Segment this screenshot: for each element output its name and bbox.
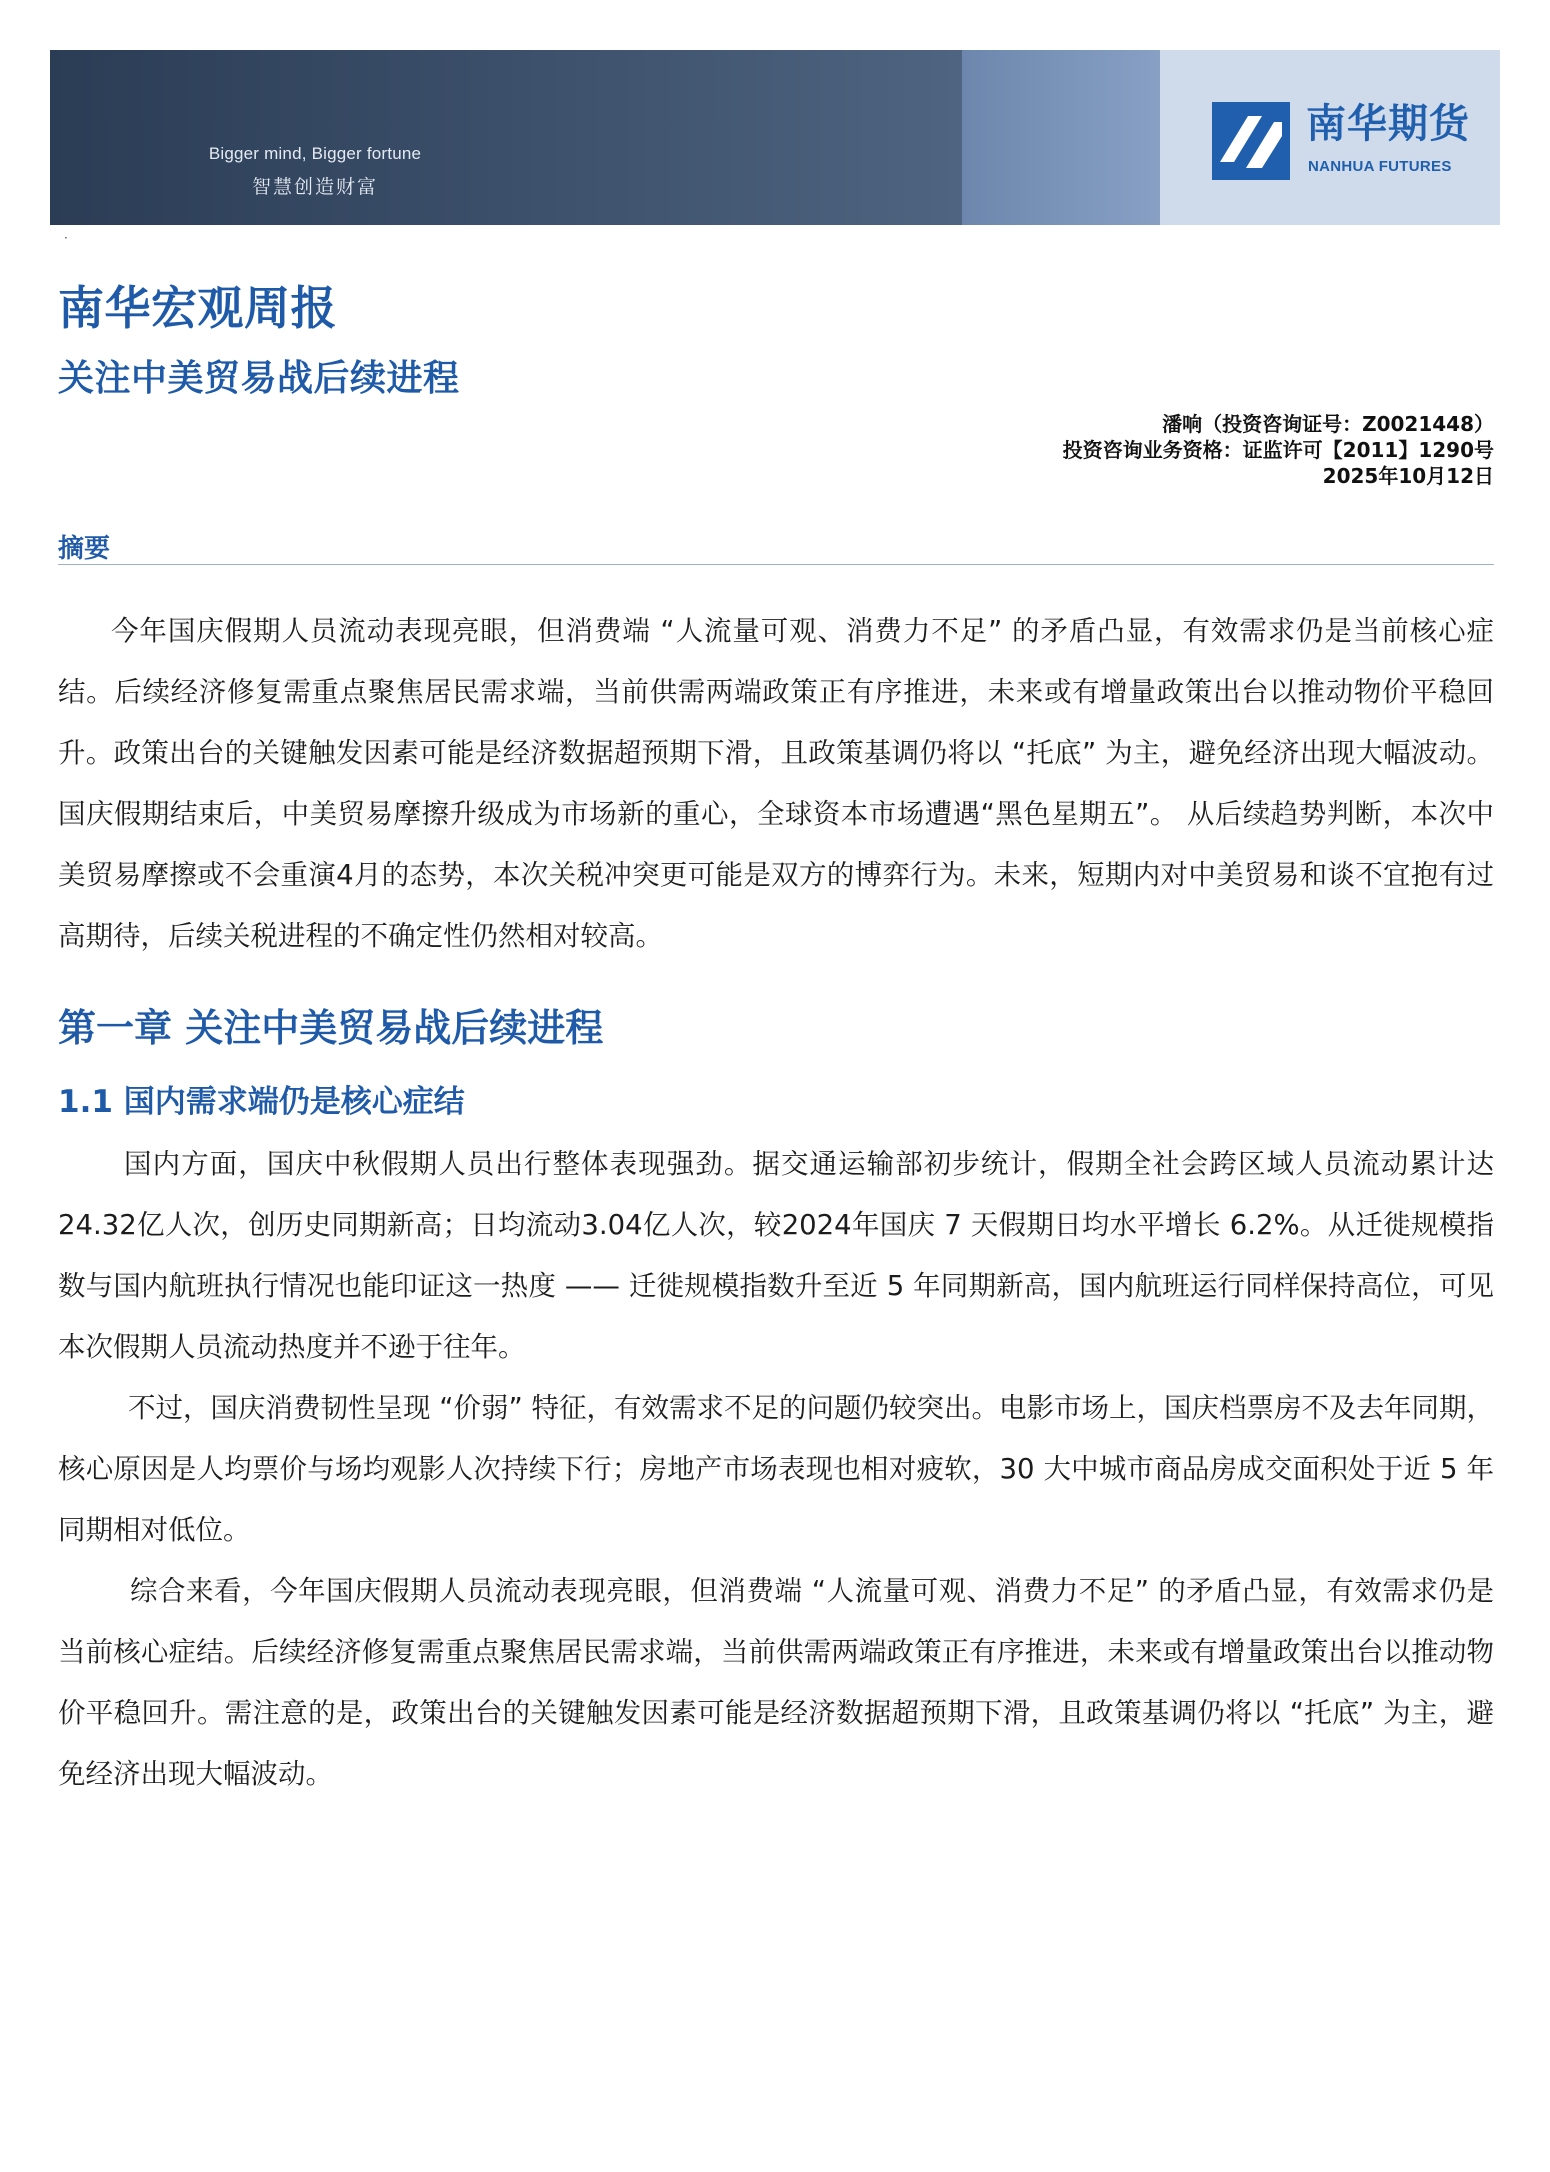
report-date: 2025年10月12日: [1322, 464, 1494, 488]
nanhua-logo-icon: [1212, 102, 1290, 180]
banner-mid-panel: [962, 50, 1160, 225]
report-title: 南华宏观周报: [58, 281, 337, 335]
slogan-chinese: 智慧创造财富: [251, 176, 378, 198]
header-banner: [50, 50, 1500, 225]
body-paragraph: 综合来看，今年国庆假期人员流动表现亮眼，但消费端 “人流量可观、消费力不足” 的矛盾凸显，有效需求仍是当前核心症结。后续经济修复需重点聚焦居民需求端，当前供需两端政策正有序推进，未来或有增量政策出台以推动物价平稳回升。需注意的是，政策出台的关键触发因素可能是经济数据超预期下滑，且政策基调仍将以 “托底” 为主，避免经济出现大幅波动。: [58, 1575, 1494, 1790]
body-paragraph: 不过，国庆消费韧性呈现 “价弱” 特征，有效需求不足的问题仍较突出。电影市场上，国庆档票房不及去年同期，核心原因是人均票价与场均观影人次持续下行；房地产市场表现也相对疲软，30 大中城市商品房成交面积处于近 5 年同期相对低位。: [58, 1392, 1494, 1546]
report-subtitle: 关注中美贸易战后续进程: [58, 358, 460, 399]
abstract-heading: 摘要: [58, 534, 111, 564]
body-paragraph: 国内方面，国庆中秋假期人员出行整体表现强劲。据交通运输部初步统计，假期全社会跨区域人员流动累计达24.32亿人次，创历史同期新高；日均流动3.04亿人次，较2024年国庆 7 天假期日均水平增长 6.2%。从迁徙规模指数与国内航班执行情况也能印证这一热度 —— 迁徙规模指数升至近 5 年同期新高，国内航班运行同样保持高位，可见本次假期人员流动热度并不逊于往年。: [58, 1148, 1494, 1363]
logo-english-name: NANHUA FUTURES: [1308, 158, 1452, 175]
abstract-divider: [58, 564, 1494, 565]
slogan-english: Bigger mind, Bigger fortune: [208, 144, 422, 163]
chapter-heading: 第一章 关注中美贸易战后续进程: [58, 1006, 604, 1050]
marker-dot: ·: [64, 231, 68, 245]
author-name-license: 潘响（投资咨询证号：Z0021448）: [1162, 412, 1494, 436]
logo-chinese-name: 南华期货: [1306, 101, 1470, 147]
author-qualification: 投资咨询业务资格：证监许可【2011】1290号: [1062, 438, 1494, 462]
abstract-paragraph: 今年国庆假期人员流动表现亮眼，但消费端 “人流量可观、消费力不足” 的矛盾凸显，有效需求仍是当前核心症结。后续经济修复需重点聚焦居民需求端，当前供需两端政策正有序推进，未来或有增量政策出台以推动物价平稳回升。政策出台的关键触发因素可能是经济数据超预期下滑，且政策基调仍将以 “托底” 为主，避免经济出现大幅波动。国庆假期结束后，中美贸易摩擦升级成为市场新的重心，全球资本市场遭遇“黑色星期五”。 从后续趋势判断，本次中美贸易摩擦或不会重演4月的态势，本次关税冲突更可能是双方的博弈行为。未来，短期内对中美贸易和谈不宜抱有过高期待，后续关税进程的不确定性仍然相对较高。: [58, 615, 1494, 952]
section-heading: 1.1 国内需求端仍是核心症结: [58, 1084, 465, 1120]
author-block: [1063, 411, 1494, 489]
